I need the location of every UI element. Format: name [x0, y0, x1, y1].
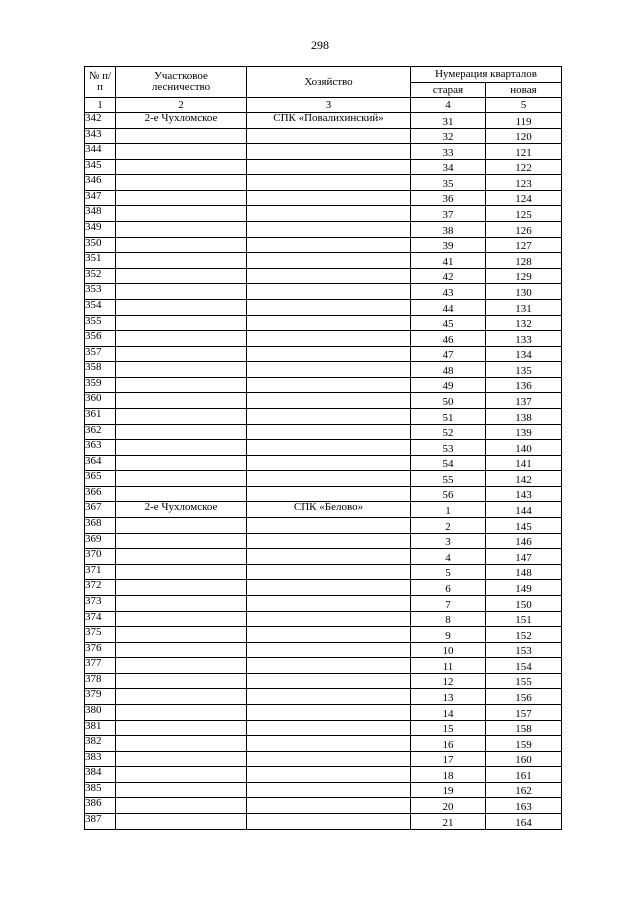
new-quarter-cell: 142 [486, 471, 562, 487]
farm-cell [247, 564, 411, 580]
row-number: 345 [85, 159, 116, 175]
row-number: 375 [85, 627, 116, 643]
row-number: 361 [85, 408, 116, 424]
column-number: 4 [411, 98, 486, 113]
new-quarter-cell: 130 [486, 284, 562, 300]
old-quarter-cell: 39 [411, 237, 486, 253]
new-quarter-cell: 145 [486, 518, 562, 534]
new-quarter-cell: 150 [486, 595, 562, 611]
farm-cell [247, 393, 411, 409]
farm-cell [247, 689, 411, 705]
old-quarter-cell: 37 [411, 206, 486, 222]
row-number: 380 [85, 704, 116, 720]
farm-cell [247, 486, 411, 502]
forestry-cell [116, 704, 247, 720]
new-quarter-cell: 132 [486, 315, 562, 331]
row-number: 377 [85, 658, 116, 674]
table-row [85, 175, 562, 191]
row-number: 385 [85, 782, 116, 798]
header-forestry: Участковое лесничество [116, 67, 247, 98]
forestry-cell: 2-е Чухломское [116, 502, 247, 518]
new-quarter-cell: 119 [486, 113, 562, 129]
farm-cell [247, 362, 411, 378]
new-quarter-cell: 164 [486, 814, 562, 830]
old-quarter-cell: 18 [411, 767, 486, 783]
table-row [85, 518, 562, 534]
row-number: 344 [85, 144, 116, 160]
old-quarter-cell: 15 [411, 720, 486, 736]
forestry-cell [116, 331, 247, 347]
new-quarter-cell: 158 [486, 720, 562, 736]
farm-cell [247, 611, 411, 627]
old-quarter-cell: 52 [411, 424, 486, 440]
farm-cell [247, 331, 411, 347]
table-row [85, 237, 562, 253]
table-row [85, 159, 562, 175]
table-row [85, 736, 562, 752]
forestry-cell [116, 190, 247, 206]
new-quarter-cell: 133 [486, 331, 562, 347]
forestry-cell: 2-е Чухломское [116, 113, 247, 129]
table-row [85, 128, 562, 144]
table-row [85, 190, 562, 206]
farm-cell [247, 299, 411, 315]
farm-cell [247, 190, 411, 206]
new-quarter-cell: 137 [486, 393, 562, 409]
forestry-cell [116, 611, 247, 627]
new-quarter-cell: 124 [486, 190, 562, 206]
column-number: 1 [85, 98, 116, 113]
old-quarter-cell: 7 [411, 595, 486, 611]
table-row [85, 315, 562, 331]
farm-cell [247, 222, 411, 238]
row-number: 356 [85, 331, 116, 347]
row-number: 349 [85, 222, 116, 238]
old-quarter-cell: 44 [411, 299, 486, 315]
new-quarter-cell: 121 [486, 144, 562, 160]
old-quarter-cell: 53 [411, 440, 486, 456]
farm-cell [247, 533, 411, 549]
table-row [85, 814, 562, 830]
new-quarter-cell: 143 [486, 486, 562, 502]
table-row [85, 253, 562, 269]
table-row [85, 627, 562, 643]
row-number: 342 [85, 113, 116, 129]
table-header [85, 67, 562, 113]
farm-cell [247, 315, 411, 331]
old-quarter-cell: 51 [411, 408, 486, 424]
row-number: 343 [85, 128, 116, 144]
table-row [85, 299, 562, 315]
table-row [85, 424, 562, 440]
old-quarter-cell: 10 [411, 642, 486, 658]
old-quarter-cell: 12 [411, 673, 486, 689]
row-number: 370 [85, 549, 116, 565]
old-quarter-cell: 45 [411, 315, 486, 331]
table-row [85, 268, 562, 284]
forestry-cell [116, 486, 247, 502]
old-quarter-cell: 47 [411, 346, 486, 362]
header-old: старая [411, 83, 486, 98]
farm-cell [247, 518, 411, 534]
old-quarter-cell: 17 [411, 751, 486, 767]
row-number: 386 [85, 798, 116, 814]
new-quarter-cell: 151 [486, 611, 562, 627]
table-row [85, 798, 562, 814]
table-row [85, 689, 562, 705]
forestry-cell [116, 424, 247, 440]
table-row [85, 549, 562, 565]
new-quarter-cell: 127 [486, 237, 562, 253]
table-row [85, 704, 562, 720]
new-quarter-cell: 129 [486, 268, 562, 284]
forestry-cell [116, 128, 247, 144]
new-quarter-cell: 126 [486, 222, 562, 238]
new-quarter-cell: 139 [486, 424, 562, 440]
forestry-cell [116, 377, 247, 393]
row-number: 350 [85, 237, 116, 253]
row-number: 353 [85, 284, 116, 300]
table-row [85, 144, 562, 160]
table-body [85, 113, 562, 830]
table-row [85, 751, 562, 767]
forestry-cell [116, 175, 247, 191]
new-quarter-cell: 161 [486, 767, 562, 783]
farm-cell [247, 549, 411, 565]
new-quarter-cell: 162 [486, 782, 562, 798]
forestry-cell [116, 144, 247, 160]
row-number: 360 [85, 393, 116, 409]
table-row [85, 206, 562, 222]
new-quarter-cell: 136 [486, 377, 562, 393]
old-quarter-cell: 46 [411, 331, 486, 347]
forestry-cell [116, 658, 247, 674]
row-number: 374 [85, 611, 116, 627]
old-quarter-cell: 55 [411, 471, 486, 487]
new-quarter-cell: 125 [486, 206, 562, 222]
table-row [85, 611, 562, 627]
forestry-cell [116, 455, 247, 471]
table-row [85, 502, 562, 518]
old-quarter-cell: 54 [411, 455, 486, 471]
forestry-cell [116, 237, 247, 253]
table-row [85, 533, 562, 549]
row-number: 347 [85, 190, 116, 206]
new-quarter-cell: 152 [486, 627, 562, 643]
farm-cell [247, 253, 411, 269]
old-quarter-cell: 19 [411, 782, 486, 798]
row-number: 379 [85, 689, 116, 705]
new-quarter-cell: 131 [486, 299, 562, 315]
table-row [85, 284, 562, 300]
farm-cell [247, 455, 411, 471]
column-number: 3 [247, 98, 411, 113]
farm-cell [247, 751, 411, 767]
new-quarter-cell: 140 [486, 440, 562, 456]
quarters-table [84, 66, 562, 830]
old-quarter-cell: 43 [411, 284, 486, 300]
new-quarter-cell: 144 [486, 502, 562, 518]
forestry-cell [116, 642, 247, 658]
new-quarter-cell: 146 [486, 533, 562, 549]
old-quarter-cell: 11 [411, 658, 486, 674]
farm-cell [247, 658, 411, 674]
new-quarter-cell: 149 [486, 580, 562, 596]
column-number: 2 [116, 98, 247, 113]
forestry-cell [116, 299, 247, 315]
row-number: 373 [85, 595, 116, 611]
forestry-cell [116, 268, 247, 284]
row-number: 352 [85, 268, 116, 284]
new-quarter-cell: 135 [486, 362, 562, 378]
new-quarter-cell: 154 [486, 658, 562, 674]
row-number: 384 [85, 767, 116, 783]
farm-cell [247, 144, 411, 160]
forestry-cell [116, 362, 247, 378]
farm-cell [247, 736, 411, 752]
farm-cell [247, 206, 411, 222]
row-number: 368 [85, 518, 116, 534]
farm-cell [247, 595, 411, 611]
farm-cell [247, 237, 411, 253]
row-number: 369 [85, 533, 116, 549]
old-quarter-cell: 34 [411, 159, 486, 175]
new-quarter-cell: 147 [486, 549, 562, 565]
row-number: 346 [85, 175, 116, 191]
row-number: 355 [85, 315, 116, 331]
old-quarter-cell: 42 [411, 268, 486, 284]
old-quarter-cell: 49 [411, 377, 486, 393]
old-quarter-cell: 3 [411, 533, 486, 549]
row-number: 365 [85, 471, 116, 487]
new-quarter-cell: 156 [486, 689, 562, 705]
row-number: 378 [85, 673, 116, 689]
farm-cell [247, 720, 411, 736]
forestry-cell [116, 440, 247, 456]
table-row [85, 658, 562, 674]
row-number: 363 [85, 440, 116, 456]
farm-cell [247, 704, 411, 720]
row-number: 381 [85, 720, 116, 736]
old-quarter-cell: 33 [411, 144, 486, 160]
table-row [85, 440, 562, 456]
farm-cell [247, 580, 411, 596]
old-quarter-cell: 35 [411, 175, 486, 191]
header-num: № п/п [85, 67, 116, 98]
farm-cell [247, 642, 411, 658]
old-quarter-cell: 41 [411, 253, 486, 269]
table-row [85, 720, 562, 736]
forestry-cell [116, 798, 247, 814]
table-row [85, 767, 562, 783]
row-number: 351 [85, 253, 116, 269]
old-quarter-cell: 4 [411, 549, 486, 565]
forestry-cell [116, 222, 247, 238]
old-quarter-cell: 13 [411, 689, 486, 705]
new-quarter-cell: 153 [486, 642, 562, 658]
table-row [85, 346, 562, 362]
row-number: 366 [85, 486, 116, 502]
old-quarter-cell: 5 [411, 564, 486, 580]
old-quarter-cell: 16 [411, 736, 486, 752]
farm-cell: СПК «Белово» [247, 502, 411, 518]
row-number: 372 [85, 580, 116, 596]
farm-cell [247, 627, 411, 643]
new-quarter-cell: 163 [486, 798, 562, 814]
old-quarter-cell: 31 [411, 113, 486, 129]
farm-cell [247, 471, 411, 487]
row-number: 371 [85, 564, 116, 580]
forestry-cell [116, 689, 247, 705]
forestry-cell [116, 315, 247, 331]
old-quarter-cell: 20 [411, 798, 486, 814]
new-quarter-cell: 155 [486, 673, 562, 689]
farm-cell [247, 424, 411, 440]
row-number: 354 [85, 299, 116, 315]
forestry-cell [116, 751, 247, 767]
row-number: 364 [85, 455, 116, 471]
column-number: 5 [486, 98, 562, 113]
old-quarter-cell: 8 [411, 611, 486, 627]
table-row [85, 377, 562, 393]
forestry-cell [116, 549, 247, 565]
row-number: 387 [85, 814, 116, 830]
forestry-cell [116, 782, 247, 798]
table-row [85, 408, 562, 424]
new-quarter-cell: 159 [486, 736, 562, 752]
new-quarter-cell: 122 [486, 159, 562, 175]
table-row [85, 564, 562, 580]
table-row [85, 331, 562, 347]
new-quarter-cell: 160 [486, 751, 562, 767]
farm-cell [247, 175, 411, 191]
forestry-cell [116, 206, 247, 222]
new-quarter-cell: 134 [486, 346, 562, 362]
row-number: 367 [85, 502, 116, 518]
farm-cell [247, 128, 411, 144]
forestry-cell [116, 518, 247, 534]
old-quarter-cell: 2 [411, 518, 486, 534]
old-quarter-cell: 36 [411, 190, 486, 206]
table-row [85, 393, 562, 409]
row-number: 376 [85, 642, 116, 658]
farm-cell [247, 440, 411, 456]
farm-cell [247, 673, 411, 689]
row-number: 358 [85, 362, 116, 378]
table-row [85, 595, 562, 611]
forestry-cell [116, 736, 247, 752]
row-number: 359 [85, 377, 116, 393]
farm-cell [247, 268, 411, 284]
forestry-cell [116, 408, 247, 424]
farm-cell [247, 767, 411, 783]
old-quarter-cell: 56 [411, 486, 486, 502]
forestry-cell [116, 564, 247, 580]
old-quarter-cell: 6 [411, 580, 486, 596]
old-quarter-cell: 50 [411, 393, 486, 409]
forestry-cell [116, 627, 247, 643]
forestry-cell [116, 159, 247, 175]
farm-cell: СПК «Повалихинский» [247, 113, 411, 129]
forestry-cell [116, 346, 247, 362]
table-row [85, 486, 562, 502]
forestry-cell [116, 673, 247, 689]
row-number: 383 [85, 751, 116, 767]
old-quarter-cell: 38 [411, 222, 486, 238]
forestry-cell [116, 814, 247, 830]
farm-cell [247, 782, 411, 798]
header-farm: Хозяйство [247, 67, 411, 98]
old-quarter-cell: 14 [411, 704, 486, 720]
old-quarter-cell: 1 [411, 502, 486, 518]
table-row [85, 455, 562, 471]
new-quarter-cell: 123 [486, 175, 562, 191]
farm-cell [247, 377, 411, 393]
forestry-cell [116, 767, 247, 783]
farm-cell [247, 346, 411, 362]
forestry-cell [116, 253, 247, 269]
table-row [85, 471, 562, 487]
farm-cell [247, 284, 411, 300]
header-numbering: Нумерация кварталов [411, 67, 562, 83]
table-row [85, 673, 562, 689]
row-number: 348 [85, 206, 116, 222]
row-number: 362 [85, 424, 116, 440]
new-quarter-cell: 148 [486, 564, 562, 580]
forestry-cell [116, 393, 247, 409]
new-quarter-cell: 138 [486, 408, 562, 424]
table-row [85, 580, 562, 596]
table-row [85, 113, 562, 129]
old-quarter-cell: 9 [411, 627, 486, 643]
farm-cell [247, 408, 411, 424]
farm-cell [247, 814, 411, 830]
old-quarter-cell: 48 [411, 362, 486, 378]
new-quarter-cell: 120 [486, 128, 562, 144]
farm-cell [247, 798, 411, 814]
table-row [85, 642, 562, 658]
row-number: 357 [85, 346, 116, 362]
forestry-cell [116, 580, 247, 596]
forestry-cell [116, 471, 247, 487]
header-new: новая [486, 83, 562, 98]
forestry-cell [116, 595, 247, 611]
old-quarter-cell: 32 [411, 128, 486, 144]
new-quarter-cell: 157 [486, 704, 562, 720]
forestry-cell [116, 284, 247, 300]
new-quarter-cell: 141 [486, 455, 562, 471]
forestry-cell [116, 720, 247, 736]
forestry-cell [116, 533, 247, 549]
table-row [85, 782, 562, 798]
old-quarter-cell: 21 [411, 814, 486, 830]
farm-cell [247, 159, 411, 175]
new-quarter-cell: 128 [486, 253, 562, 269]
page-number: 298 [311, 38, 329, 52]
table-row [85, 222, 562, 238]
table-row [85, 362, 562, 378]
row-number: 382 [85, 736, 116, 752]
